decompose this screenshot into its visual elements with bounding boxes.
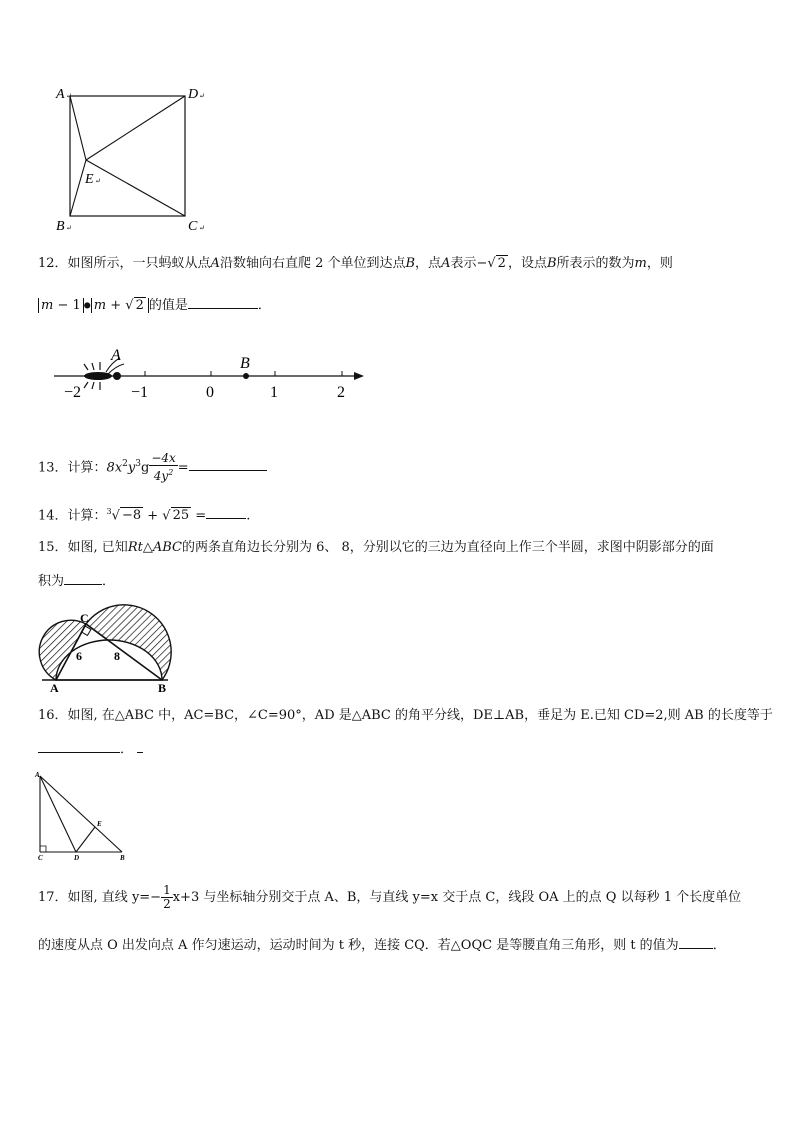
q12-expr-m1: m [41,298,54,313]
return-mark-e: ↵ [95,177,101,185]
tick-label-neg1: −1 [131,384,149,401]
q13-num: −4x [151,451,176,466]
q15-end: ． [102,574,116,589]
fig16-label-a: A [35,771,40,779]
q12-expr-root: 2 [135,298,144,313]
q12-var-m: m [634,256,647,271]
fig16-label-e: E [97,820,102,828]
q17-frac-den: 2 [163,897,171,911]
q17-fraction [161,884,173,911]
q12-root2: 2 [497,256,506,271]
semicircles-figure [36,602,176,694]
label-D: D [188,87,199,102]
q17-frac-num: 1 [163,883,171,897]
point-b-label: B [240,355,250,372]
return-mark-a: ↵ [66,92,72,100]
q15-text-b: 的两条直角边长分别为 6、 8，分别以它的三边为直径向上作三个半圆，求图中阴影部分的面 [181,540,714,555]
q12-text-a: 12．如图所示，一只蚂蚁从点 [38,256,211,271]
q17-text-b: x+3 与坐标轴分别交于点 A、B，与直线 y=x 交于点 C，线段 OA 上的点 Q 以每秒 1 个长度单位 [172,890,742,905]
tick-label-neg2: −2 [64,384,82,401]
label-A: A [56,87,65,102]
return-mark-d: ↵ [199,92,205,100]
q12-expr-plus: + [110,298,122,313]
tick-label-0: 0 [206,384,214,401]
label-B: B [56,219,65,234]
fig15-label-a: A [50,681,59,694]
q17-end: ． [712,938,726,953]
q14-cube-arg: −8 [121,508,142,524]
q12-text-c: ，点 [415,256,442,271]
q13-denexp: 2 [168,468,174,478]
q15-answer-blank[interactable] [64,570,102,585]
q15-line1 [38,538,714,558]
q13-exp1: 2 [122,459,128,469]
q12-text-e: ，设点 [507,256,547,271]
q16-text: 16．如图, 在△ABC 中，AC=BC，∠C=90°，AD 是△ABC 的角平分线，DE⊥AB，垂足为 E.已知 CD=2,则 AB 的长度等于 [38,708,773,723]
q13-y: y [127,460,136,476]
q12-neg: − [476,256,488,271]
triangle-figure [32,768,142,862]
number-line [48,344,368,404]
q15-line2 [38,570,115,592]
q17-answer-blank[interactable] [679,934,713,949]
q17-text-a: 17．如图, 直线 y=− [38,890,162,905]
return-mark-b: ↵ [66,224,72,232]
q12-line2: m − 1 ● m + √ 2 的值是 ． [38,294,271,316]
q15-line2-text: 积为 [38,574,65,589]
q14-end: . [246,508,251,524]
point-a-dot [113,372,121,380]
q15-rt: Rt△ABC [127,540,182,555]
fig15-label-8: 8 [114,649,120,663]
q17-line2 [38,934,726,956]
fig15-label-6: 6 [76,649,82,663]
q13 [38,446,267,482]
point-b-dot [243,373,249,379]
label-C: C [188,219,198,234]
q14-plus: + [147,508,159,524]
q17-line1 [38,880,741,916]
q12-text-g: ，则 [646,256,673,271]
q13-fraction [149,452,177,483]
q14-sqrt-arg: 25 [172,508,190,524]
return-mark-c: ↵ [199,224,205,232]
q16-line2 [38,738,143,760]
ant-body [84,372,112,380]
q14-cube-index: 3 [106,507,112,516]
q15-text-a: 15．如图, 已知 [38,540,128,555]
point-a-label: A [111,347,121,364]
q12-var-b2: B [546,256,557,271]
square-figure [50,82,220,234]
q14-answer-blank[interactable] [206,504,246,519]
q13-prefix: 13．计算： [38,460,107,476]
q12-var-a2: A [441,256,451,271]
q13-answer-blank[interactable] [189,456,267,471]
fig16-label-b: B [120,854,125,862]
q12-dot: ● [83,300,91,310]
fig16-label-d: D [74,854,80,862]
q12-line1: 12．如图所示，一只蚂蚁从点A沿数轴向右直爬 2 个单位到达点B，点A表示−√ 2 ，设点B所表示的数为m，则 [38,256,673,271]
q12-text-b: 沿数轴向右直爬 2 个单位到达点 [219,256,406,271]
q13-exp2: 3 [135,459,141,469]
q12-var-a: A [210,256,220,271]
q12-var-b: B [405,256,416,271]
fig15-label-c: C [80,611,89,625]
tick-label-2: 2 [337,384,345,401]
q12-expr-minus1: − 1 [57,298,81,313]
q13-g: g [140,460,150,476]
q12-end: ． [257,298,271,313]
fig15-label-b: B [158,681,167,694]
q14-eq: = [195,508,207,524]
q13-eq: = [177,460,189,476]
q12-text-f: 所表示的数为 [556,256,635,271]
q14: 14．计算：$^3$√ −8 + √ 25 = . [38,502,250,526]
q12-text-d: 表示 [450,256,477,271]
q12-answer-blank[interactable] [188,294,258,309]
q13-base: 8x [106,460,123,476]
q16-line1 [38,706,773,726]
q16-end: ． [120,742,134,757]
q17-line2-text: 的速度从点 O 出发向点 A 作匀速运动，运动时间为 t 秒，连接 CQ．若△OQC 是等腰直角三角形，则 t 的值为 [38,938,679,953]
label-E: E [85,172,94,187]
fig16-label-c: C [38,854,43,862]
q13-den: 4y [153,469,169,484]
q12-tail: 的值是 [148,298,188,313]
tick-label-1: 1 [270,384,278,401]
q14-prefix: 14．计算： [38,508,107,524]
q16-answer-blank[interactable] [38,738,120,753]
q12-expr-m2: m [93,298,107,313]
